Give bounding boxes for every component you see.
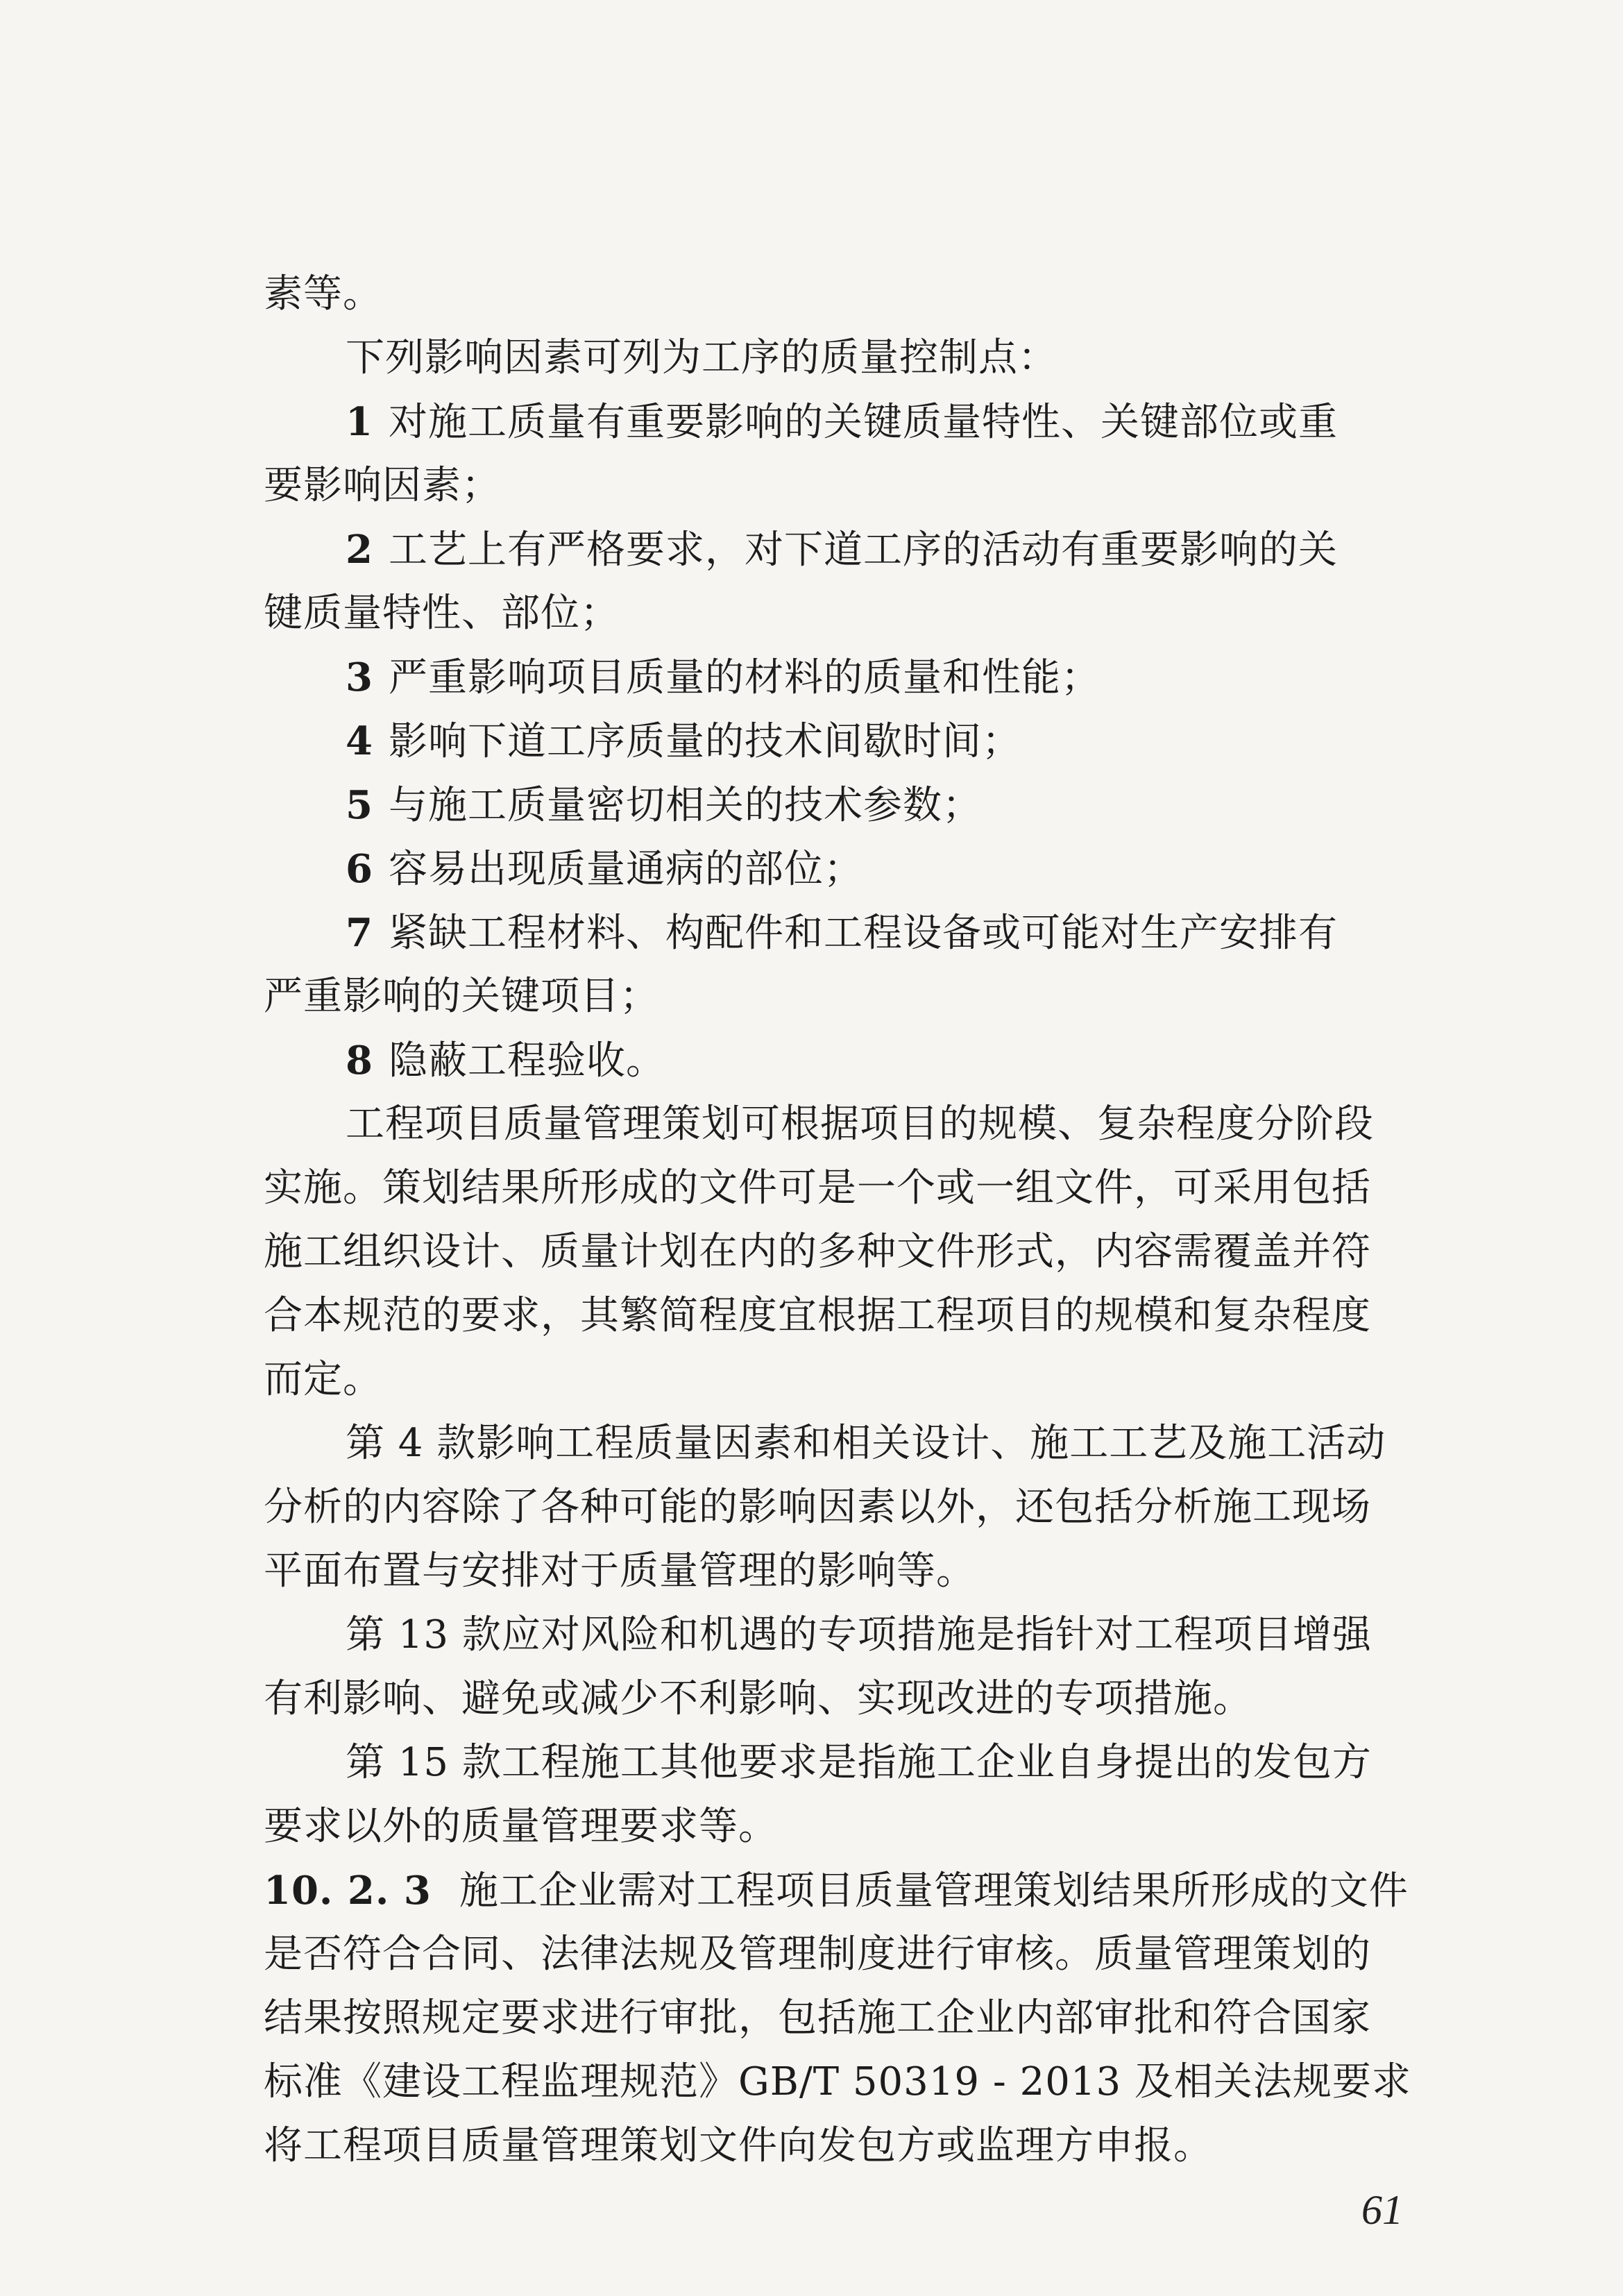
item-number: 2: [346, 527, 373, 573]
text-line: 要影响因素；: [264, 463, 501, 508]
text-line: 要求以外的质量管理要求等。: [264, 1804, 778, 1849]
text-line: 结果按照规定要求进行审批，包括施工企业内部审批和符合国家: [264, 1995, 1371, 2041]
text-line: 标准《建设工程监理规范》GB/T 50319 - 2013 及相关法规要求: [264, 2059, 1411, 2104]
list-item: [264, 645, 1461, 709]
text-line: 将工程项目质量管理策划文件向发包方或监理方申报。: [264, 2123, 1213, 2168]
text-line: 工程项目质量管理策划可根据项目的规模、复杂程度分阶段: [346, 1101, 1374, 1147]
text-line: 而定。: [264, 1357, 382, 1402]
section-line: [264, 1859, 1461, 1923]
body-text: [264, 262, 1461, 2178]
list-item: [264, 1029, 1461, 1092]
item-text: 紧缺工程材料、构配件和工程设备或可能对生产安排有: [389, 911, 1338, 956]
text-line: 第 4 款影响工程质量因素和相关设计、施工工艺及施工活动: [346, 1421, 1386, 1466]
item-number: 7: [346, 910, 373, 956]
item-number: 4: [346, 718, 373, 764]
text-line: 施工组织设计、质量计划在内的多种文件形式，内容需覆盖并符: [264, 1229, 1371, 1274]
text-line: 第 13 款应对风险和机遇的专项措施是指针对工程项目增强: [346, 1612, 1372, 1657]
item-text: 与施工质量密切相关的技术参数；: [389, 783, 982, 828]
list-item: [264, 901, 1461, 965]
text-line: 素等。: [264, 271, 382, 316]
item-text: 影响下道工序质量的技术间歇时间；: [389, 719, 1021, 764]
text-line: 合本规范的要求，其繁简程度宜根据工程项目的规模和复杂程度: [264, 1293, 1371, 1338]
text-line: 第 15 款工程施工其他要求是指施工企业自身提出的发包方: [346, 1740, 1372, 1785]
item-number: 3: [346, 655, 373, 700]
list-item: [264, 773, 1461, 837]
item-number: 6: [346, 846, 373, 892]
list-item: [264, 837, 1461, 901]
list-item: [264, 390, 1461, 454]
list-item: [264, 709, 1461, 773]
item-text: 严重影响项目质量的材料的质量和性能；: [389, 655, 1101, 700]
text-line: 实施。策划结果所形成的文件可是一个或一组文件，可采用包括: [264, 1165, 1371, 1210]
text-line: 键质量特性、部位；: [264, 591, 620, 636]
text-line: 有利影响、避免或减少不利影响、实现改进的专项措施。: [264, 1676, 1252, 1721]
text-line: 分析的内容除了各种可能的影响因素以外，还包括分析施工现场: [264, 1485, 1371, 1530]
item-text: 工艺上有严格要求，对下道工序的活动有重要影响的关: [389, 527, 1338, 573]
item-number: 1: [346, 399, 373, 445]
text-line: 下列影响因素可列为工序的质量控制点：: [346, 335, 1057, 380]
item-text: 容易出现质量通病的部位；: [389, 847, 863, 892]
item-text: 对施工质量有重要影响的关键质量特性、关键部位或重: [389, 400, 1338, 445]
page-number: 61: [1361, 2187, 1403, 2233]
item-number: 5: [346, 782, 373, 828]
text-line: 是否符合合同、法律法规及管理制度进行审核。质量管理策划的: [264, 1932, 1371, 1977]
item-text: 隐蔽工程验收。: [389, 1038, 665, 1083]
item-number: 8: [346, 1038, 373, 1083]
list-item: [264, 518, 1461, 582]
text-line: 严重影响的关键项目；: [264, 974, 659, 1019]
section-text: 施工企业需对工程项目质量管理策划结果所形成的文件: [459, 1868, 1409, 1914]
section-number: 10. 2. 3: [264, 1868, 432, 1914]
text-line: 平面布置与安排对于质量管理的影响等。: [264, 1548, 976, 1594]
